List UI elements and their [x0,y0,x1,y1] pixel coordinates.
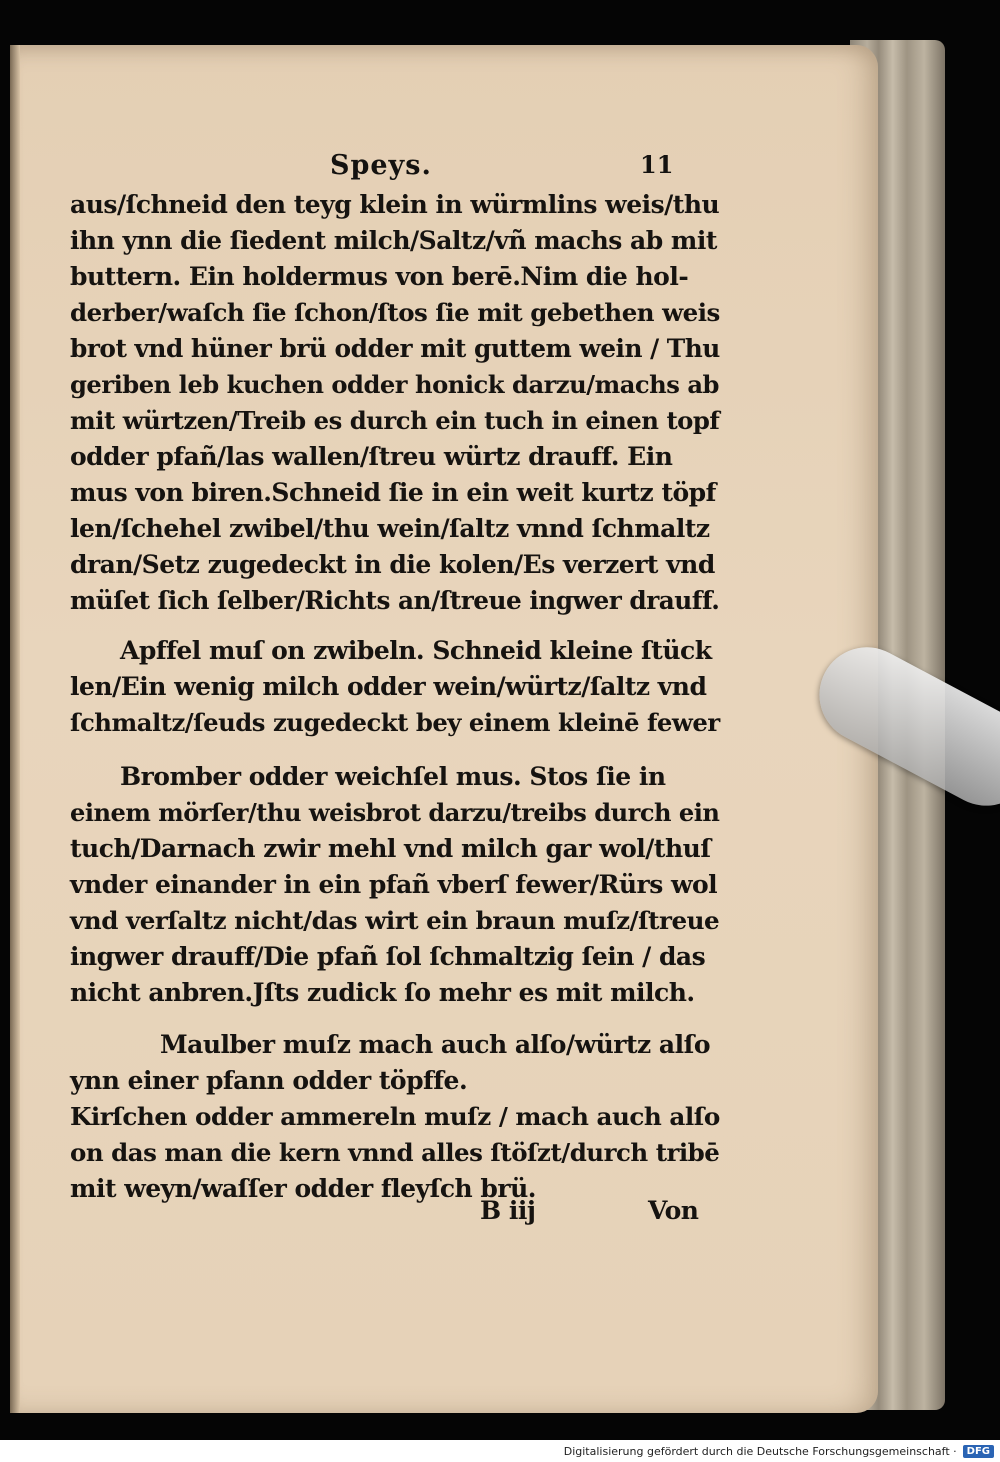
text-line: aus/ſchneid den teyg klein in würmlins weis/thu [70,190,720,219]
text-line: vnder einander in ein pfañ vberſ fewer/Rürs wol [70,870,718,899]
text-line: geriben leb kuchen odder honick darzu/machs ab [70,370,719,399]
running-head: Speys. [330,150,432,181]
text-line: len/ſchehel zwibel/thu wein/ſaltz vnnd ſchmaltz [70,514,710,543]
funding-notice: Digitalisierung gefördert durch die Deutsche Forschungsgemeinschaft · [563,1444,957,1458]
text-line: ingwer drauff/Die pfañ ſol ſchmaltzig ſein / das [70,942,706,971]
text-line: mit würtzen/Treib es durch ein tuch in einen topf [70,406,720,435]
text-line: odder pfañ/las wallen/ſtreu würtz drauff. Ein [70,442,673,471]
text-line: ſchmaltz/ſeuds zugedeckt bey einem kleinē fewer [70,708,720,737]
text-line: nicht anbren.Jſts zudick ſo mehr es mit milch. [70,978,695,1007]
text-line: mus von biren.Schneid ſie in ein weit kurtz töpf [70,478,716,507]
dfg-logo-icon: DFG [963,1445,994,1458]
text-line: buttern. Ein holdermus von berē.Nim die hol- [70,262,689,291]
catchword: Von [648,1196,699,1225]
page-gutter [10,45,20,1413]
text-line: Kirſchen odder ammereln muſz / mach auch alſo [70,1102,720,1131]
folio-number: 11 [640,150,674,179]
text-line: müſet ſich ſelber/Richts an/ſtreue ingwer drauff. [70,586,720,615]
text-line: mit weyn/waſſer odder fleyſch brü. [70,1174,536,1203]
text-line: derber/waſch ſie ſchon/ſtos ſie mit gebethen weis [70,298,720,327]
text-line: on das man die kern vnnd alles ſtöſzt/durch tribē [70,1138,720,1167]
text-line: Apffel muſ on zwibeln. Schneid kleine ſtück [120,636,712,665]
text-line: ihn ynn die ſiedent milch/Saltz/vñ machs ab mit [70,226,717,255]
text-line: Bromber odder weichſel mus. Stos ſie in [120,762,666,791]
text-line: tuch/Darnach zwir mehl vnd milch gar wol/thuſ [70,834,711,863]
footer-bar [0,1440,1000,1462]
text-line: brot vnd hüner brü odder mit guttem wein / Thu [70,334,720,363]
text-line: dran/Setz zugedeckt in die kolen/Es verzert vnd [70,550,715,579]
text-line: vnd verſaltz nicht/das wirt ein braun muſz/ſtreue [70,906,720,935]
text-line: len/Ein wenig milch odder wein/würtz/ſaltz vnd [70,672,707,701]
signature-mark: B iij [480,1196,536,1225]
text-line: Maulber muſz mach auch alſo/würtz alſo [160,1030,711,1059]
text-line: einem mörſer/thu weisbrot darzu/treibs durch ein [70,798,720,827]
text-line: ynn einer pfann odder töpffe. [70,1066,468,1095]
